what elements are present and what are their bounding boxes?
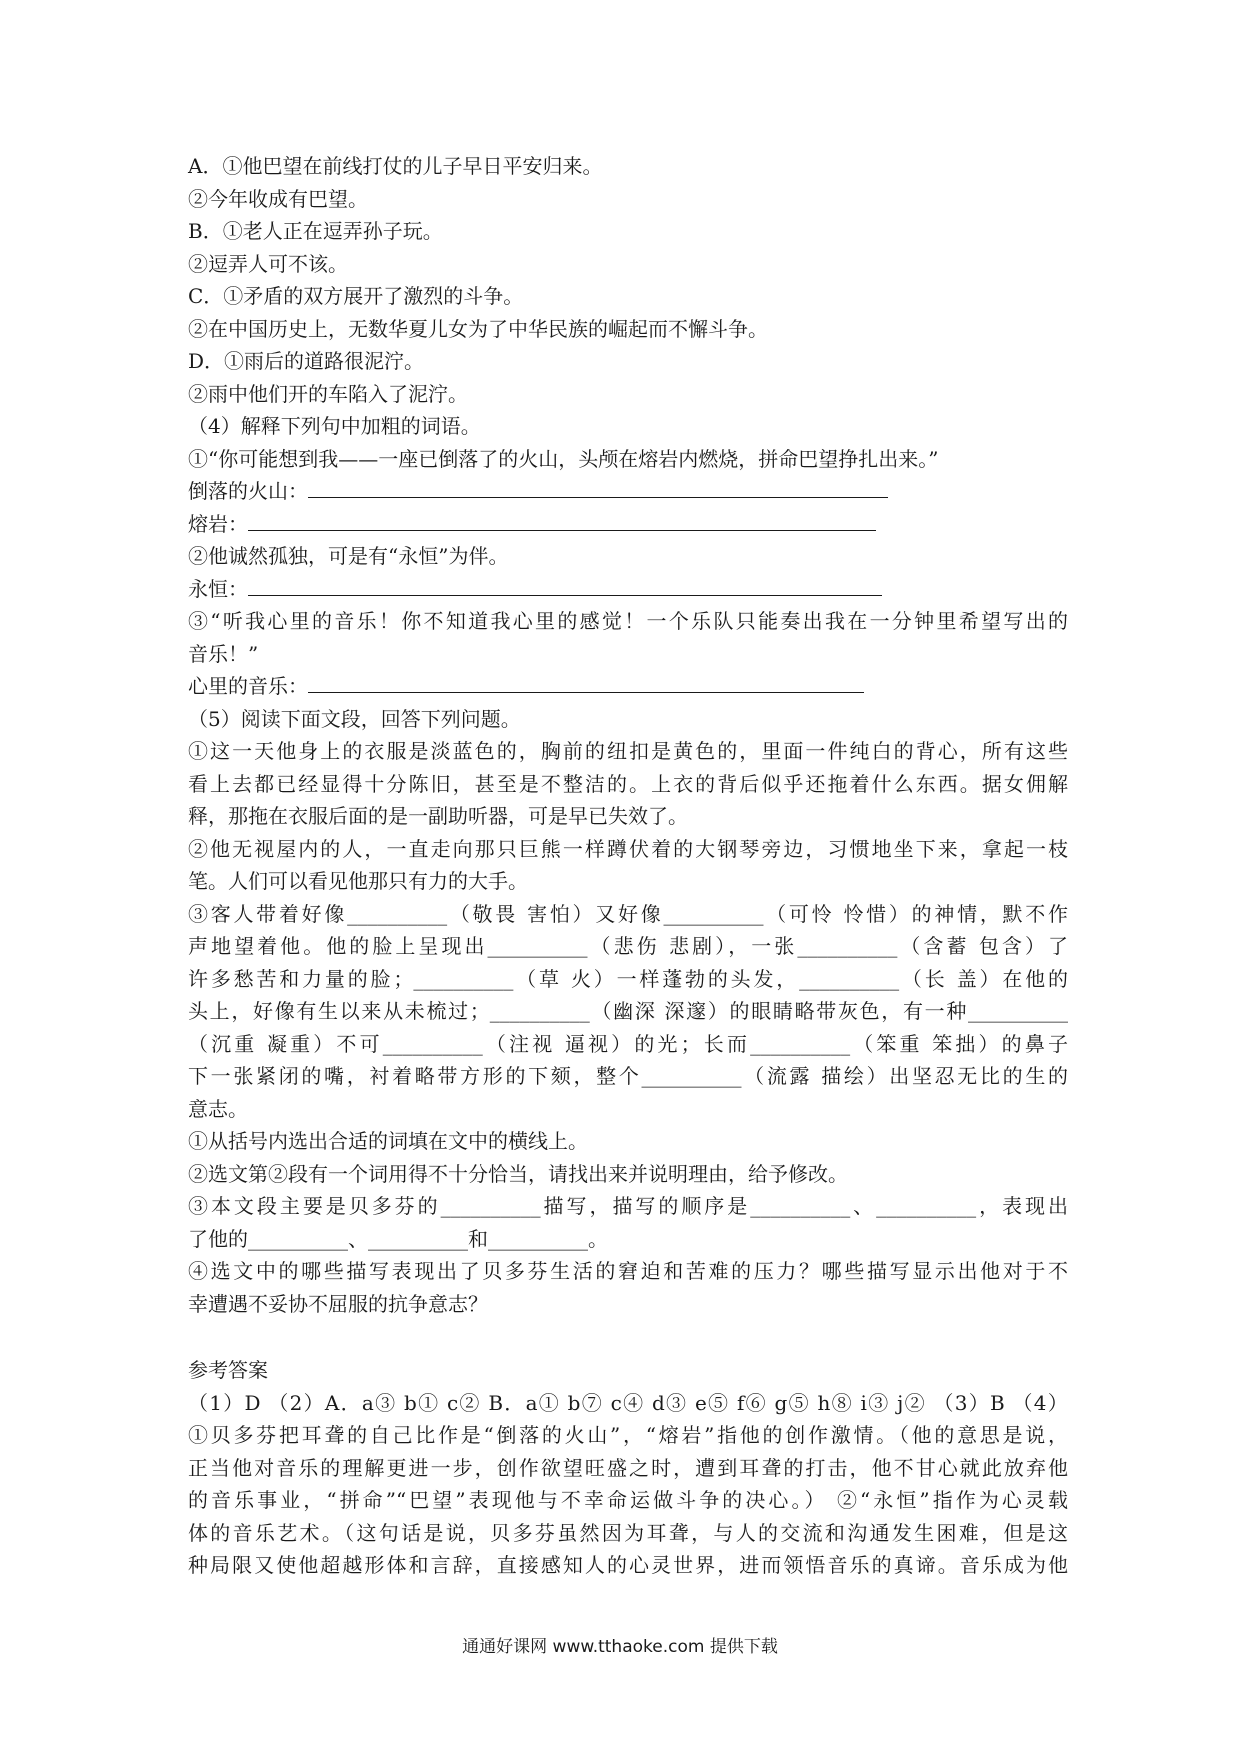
passage-line: （沉重 凝重）不可__________（注视 逼视）的光；长而__________（笨重 笨拙）的鼻子 (188, 1031, 1068, 1056)
question-4-sentence-2: ②他诚然孤独，可是有“永恒”为伴。 (188, 544, 509, 568)
option-a-2: ②今年收成有巴望。 (188, 186, 368, 211)
answer-blank[interactable] (248, 575, 882, 596)
passage-line: 意志。 (188, 1096, 248, 1121)
answer-blank[interactable] (248, 510, 876, 531)
passage-line: 笔。人们可以看见他那只有力的大手。 (188, 869, 528, 893)
passage-line: 看上去都已经显得十分陈旧，甚至是不整洁的。上衣的背后似乎还拖着什么东西。据女佣解 (188, 771, 1068, 796)
document-page (188, 150, 1068, 1582)
question-5-item-3: ③本文段主要是贝多芬的__________描写，描写的顺序是__________、__________，表现出 (188, 1194, 1068, 1218)
question-4-heading: （4）解释下列句中加粗的词语。 (188, 414, 481, 438)
answer-key-line: 的音乐事业，“拼命”“巴望”表现他与不幸命运做斗争的决心。） ②“永恒”指作为心灵载 (188, 1488, 1068, 1512)
answer-key-line: 体的音乐艺术。（这句话是说，贝多芬虽然因为耳聋，与人的交流和沟通发生困难，但是这 (188, 1520, 1068, 1545)
answer-label: 倒落的火山： (188, 479, 308, 503)
answer-key-line: ①贝多芬把耳聋的自己比作是“倒落的火山”，“熔岩”指他的创作激情。（他的意思是说， (188, 1423, 1068, 1447)
answer-line-eternity (188, 573, 1068, 606)
answer-label: 永恒： (188, 576, 248, 601)
passage-line: 释，那拖在衣服后面的是一副助听器，可是早已失效了。 (188, 804, 688, 828)
question-5-heading: （5）阅读下面文段，回答下列问题。 (188, 706, 521, 731)
question-5-item-4-cont: 幸遭遇不妥协不屈服的抗争意志？ (188, 1291, 488, 1316)
passage-line: 下一张紧闭的嘴，衬着略带方形的下颏，整个__________（流露 描绘）出坚忍无比的生的 (188, 1064, 1068, 1088)
question-4-sentence-1: ①“你可能想到我——一座已倒落了的火山，头颅在熔岩内燃烧，拼命巴望挣扎出来。” (188, 446, 939, 471)
answer-key-heading: 参考答案 (188, 1358, 268, 1382)
answer-key-line: （1）D （2）A．a③ b① c② B．a① b⑦ c④ d③ e⑤ f⑥ g⑤ h⑧ i③ j② （3）B （4） (188, 1390, 1068, 1415)
option-c-1: C．①矛盾的双方展开了激烈的斗争。 (188, 284, 524, 308)
passage-line: ②他无视屋内的人，一直走向那只巨熊一样蹲伏着的大钢琴旁边，习惯地坐下来，拿起一枝 (188, 836, 1068, 861)
passage-line: 许多愁苦和力量的脸；__________（草 火）一样蓬勃的头发，__________（长 盖）在他的 (188, 966, 1068, 991)
question-5-item-1: ①从括号内选出合适的词填在文中的横线上。 (188, 1129, 588, 1153)
answer-blank[interactable] (308, 672, 864, 693)
page-footer: 通通好课网 www.tthaoke.com 提供下载 (462, 1637, 778, 1657)
passage-line: 声地望着他。他的脸上呈现出__________（悲伤 悲剧），一张__________（含蓄 包含）了 (188, 934, 1068, 958)
answer-line-fallen-volcano (188, 475, 1068, 508)
answer-key-line: 种局限又使他超越形体和言辞，直接感知人的心灵世界，进而领悟音乐的真谛。音乐成为他 (188, 1553, 1068, 1577)
question-4-sentence-3: ③“听我心里的音乐！你不知道我心里的感觉！一个乐队只能奏出我在一分钟里希望写出的 (188, 609, 1068, 633)
question-5-item-4: ④选文中的哪些描写表现出了贝多芬生活的窘迫和苦难的压力？哪些描写显示出他对于不 (188, 1259, 1068, 1283)
option-b-1: B．①老人正在逗弄孙子玩。 (188, 219, 443, 243)
option-d-2: ②雨中他们开的车陷入了泥泞。 (188, 381, 468, 406)
answer-label: 心里的音乐： (188, 674, 308, 698)
answer-label: 熔岩： (188, 511, 248, 536)
answer-line-lava (188, 508, 1068, 541)
passage-line: ③客人带着好像__________（敬畏 害怕）又好像__________（可怜 怜惜）的神情，默不作 (188, 901, 1068, 926)
answer-key-line: 正当他对音乐的理解更进一步，创作欲望旺盛之时，遭到耳聋的打击，他不甘心就此放弃他 (188, 1455, 1068, 1480)
passage-line: 头上，好像有生以来从未梳过；__________（幽深 深邃）的眼睛略带灰色，有一种__________ (188, 999, 1068, 1023)
question-5-item-3-cont: 了他的__________、__________和__________。 (188, 1226, 608, 1251)
option-c-2: ②在中国历史上，无数华夏儿女为了中华民族的崛起而不懈斗争。 (188, 316, 768, 341)
option-b-2: ②逗弄人可不该。 (188, 251, 348, 276)
answer-line-inner-music (188, 670, 1068, 703)
passage-line: ①这一天他身上的衣服是淡蓝色的，胸前的纽扣是黄色的，里面一件纯白的背心，所有这些 (188, 739, 1068, 763)
option-a-1: A．①他巴望在前线打仗的儿子早日平安归来。 (188, 154, 603, 178)
question-4-sentence-3-cont: 音乐！” (188, 641, 259, 666)
question-5-item-2: ②选文第②段有一个词用得不十分恰当，请找出来并说明理由，给予修改。 (188, 1161, 848, 1186)
option-d-1: D．①雨后的道路很泥泞。 (188, 349, 425, 373)
section-gap (188, 1320, 1068, 1354)
answer-blank[interactable] (308, 477, 888, 498)
